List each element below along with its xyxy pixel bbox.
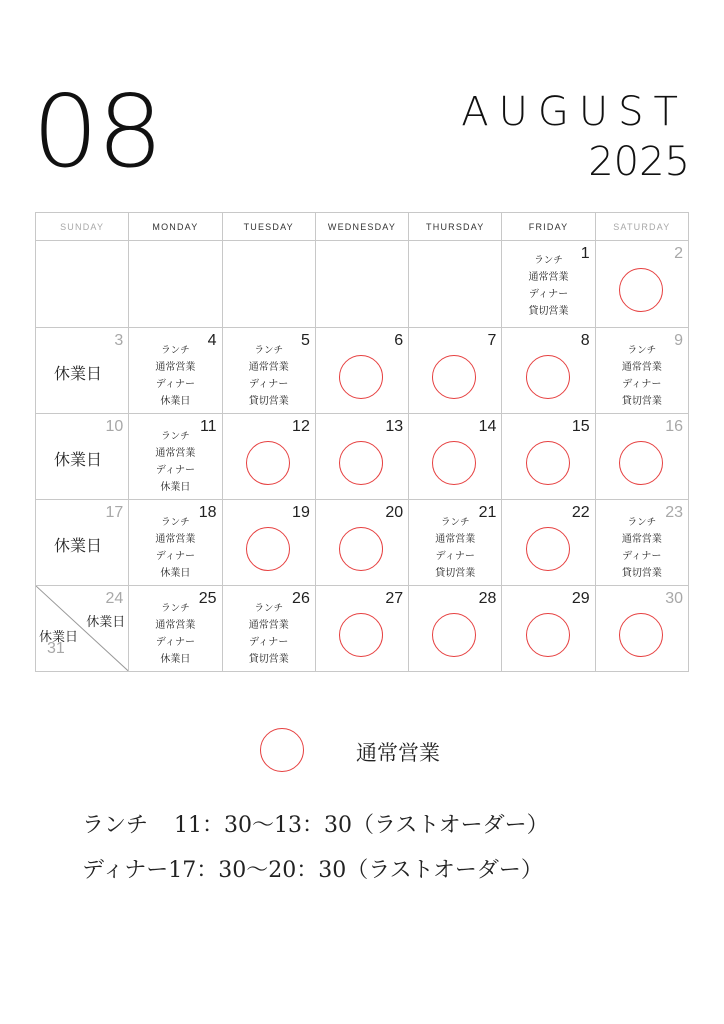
day-cell-21 (409, 500, 502, 586)
day-cell-24 (36, 586, 129, 672)
week-row (36, 328, 689, 414)
note-line: ディナー (528, 289, 569, 300)
note-line: 通常営業 (248, 362, 289, 373)
day-number: 18 (198, 504, 217, 521)
note-line: ディナー (249, 379, 289, 390)
open-circle-icon (339, 527, 383, 571)
note-line: ランチ (254, 345, 283, 356)
note-line: ランチ (161, 345, 190, 356)
day-cell-1 (502, 241, 595, 328)
empty-day-cell (36, 241, 129, 328)
day-number: 31 (47, 640, 65, 657)
day-cell-19 (222, 500, 315, 586)
day-number: 27 (385, 590, 404, 607)
open-circle-icon (526, 613, 570, 657)
empty-day-cell (129, 241, 222, 328)
day-number: 14 (478, 418, 497, 435)
open-circle-icon (339, 441, 383, 485)
weekday-saturday: SATURDAY (595, 213, 688, 241)
day-cell-9 (595, 328, 688, 414)
day-cell-20 (315, 500, 408, 586)
note-line: ディナー (155, 637, 196, 648)
day-number: 25 (198, 590, 217, 607)
weekday-thursday: THURSDAY (409, 213, 502, 241)
day-cell-23 (595, 500, 688, 586)
note-line: 休業日 (160, 568, 191, 579)
note-line: ディナー (435, 551, 475, 562)
day-number: 4 (207, 332, 217, 349)
closed-label: 休業日 (86, 615, 126, 630)
note-line: 貸切営業 (248, 654, 289, 665)
weekday-tuesday: TUESDAY (222, 213, 315, 241)
day-notes (223, 342, 315, 410)
weekday-monday: MONDAY (129, 213, 222, 241)
day-cell-18 (129, 500, 222, 586)
day-cell-16 (595, 414, 688, 500)
year: 2025 (588, 139, 690, 185)
day-number: 15 (571, 418, 590, 435)
note-line: ランチ (161, 603, 190, 614)
day-notes (223, 600, 315, 668)
day-cell-17 (36, 500, 129, 586)
day-number: 11 (199, 418, 217, 435)
day-number: 26 (292, 590, 310, 607)
week-row (36, 414, 689, 500)
day-cell-30 (595, 586, 688, 672)
day-notes (596, 514, 688, 582)
week-row (36, 586, 689, 672)
day-number: 29 (571, 590, 590, 607)
legend-label: 通常営業 (356, 741, 440, 765)
day-cell-2 (595, 241, 688, 328)
note-line: ランチ (627, 517, 657, 528)
empty-day-cell (409, 241, 502, 328)
day-notes (129, 342, 221, 410)
day-notes (409, 514, 501, 582)
day-number: 17 (105, 504, 124, 521)
day-number: 3 (114, 332, 124, 349)
note-line: ランチ (254, 603, 283, 614)
open-circle-icon (619, 268, 663, 312)
day-notes (596, 342, 688, 410)
note-line: ランチ (161, 517, 190, 528)
open-circle-icon (432, 355, 476, 399)
day-notes (129, 428, 221, 496)
day-cell-28 (409, 586, 502, 672)
weekday-header-row (36, 213, 689, 241)
day-number: 9 (674, 332, 683, 349)
day-number: 12 (292, 418, 310, 435)
open-circle-icon (246, 527, 290, 571)
day-number: 30 (665, 590, 683, 607)
dinner-time: 17：30〜20：30（ラストオーダー） (168, 858, 543, 883)
open-circle-icon (246, 441, 290, 485)
weekday-wednesday: WEDNESDAY (315, 213, 408, 241)
open-circle-icon (526, 441, 570, 485)
day-cell-25 (129, 586, 222, 672)
day-number: 23 (665, 504, 683, 521)
note-line: ランチ (441, 517, 470, 528)
day-notes (129, 514, 221, 582)
note-line: 通常営業 (621, 534, 662, 545)
day-number: 19 (292, 504, 310, 521)
month-name: AUGUST (461, 89, 688, 135)
note-line: ディナー (155, 379, 196, 390)
note-line: ランチ (161, 431, 190, 442)
day-number: 2 (674, 245, 683, 262)
note-line: 通常営業 (435, 534, 476, 545)
day-cell-15 (502, 414, 595, 500)
day-number: 6 (394, 332, 404, 349)
note-line: ディナー (155, 551, 196, 562)
day-cell-14 (409, 414, 502, 500)
day-cell-10 (36, 414, 129, 500)
day-cell-12 (222, 414, 315, 500)
note-line: 通常営業 (155, 534, 196, 545)
lunch-hours (82, 808, 549, 839)
lunch-label: ランチ (82, 813, 149, 838)
note-line: 休業日 (160, 396, 191, 407)
day-number: 8 (580, 332, 590, 349)
day-cell-27 (315, 586, 408, 672)
week-row (36, 241, 689, 328)
note-line: 休業日 (160, 482, 191, 493)
day-cell-11 (129, 414, 222, 500)
note-line: 通常営業 (621, 362, 662, 373)
note-line: 通常営業 (155, 362, 196, 373)
day-number: 5 (300, 332, 310, 349)
open-circle-icon (339, 613, 383, 657)
legend-open-circle-icon (260, 728, 304, 772)
day-number: 16 (665, 418, 683, 435)
closed-label: 休業日 (54, 364, 103, 383)
day-cell-3 (36, 328, 129, 414)
day-cell-7 (409, 328, 502, 414)
open-circle-icon (526, 355, 570, 399)
note-line: ディナー (249, 637, 289, 648)
month-number: 08 (32, 73, 162, 190)
day-cell-29 (502, 586, 595, 672)
open-circle-icon (339, 355, 383, 399)
day-cell-4 (129, 328, 222, 414)
day-number: 28 (478, 590, 497, 607)
day-cell-5 (222, 328, 315, 414)
day-cell-6 (315, 328, 408, 414)
note-line: 休業日 (160, 654, 191, 665)
lunch-time: 11：30〜13：30（ラストオーダー） (174, 813, 549, 838)
note-line: 通常営業 (528, 272, 569, 283)
note-line: 通常営業 (155, 448, 196, 459)
note-line: ディナー (155, 465, 196, 476)
note-line: ディナー (622, 551, 662, 562)
day-number: 22 (571, 504, 590, 521)
note-line: 通常営業 (155, 620, 196, 631)
open-circle-icon (526, 527, 570, 571)
closed-label: 休業日 (54, 536, 103, 555)
open-circle-icon (432, 613, 476, 657)
note-line: 貸切営業 (621, 396, 662, 407)
day-number: 7 (487, 332, 497, 349)
note-line: 貸切営業 (248, 396, 289, 407)
note-line: 貸切営業 (621, 568, 662, 579)
calendar-grid (35, 212, 689, 672)
open-circle-icon (619, 441, 663, 485)
day-number: 1 (580, 245, 590, 262)
day-number: 10 (105, 418, 124, 435)
day-cell-8 (502, 328, 595, 414)
day-cell-13 (315, 414, 408, 500)
note-line: 貸切営業 (528, 306, 569, 317)
weekday-sunday: SUNDAY (36, 213, 129, 241)
day-cell-26 (222, 586, 315, 672)
empty-day-cell (222, 241, 315, 328)
note-line: ランチ (627, 345, 657, 356)
week-row (36, 500, 689, 586)
day-cell-22 (502, 500, 595, 586)
day-number: 20 (385, 504, 404, 521)
day-number: 21 (478, 504, 497, 521)
day-notes (502, 252, 594, 320)
closed-label: 休業日 (39, 630, 79, 645)
day-notes (129, 600, 221, 668)
dinner-label: ディナー (82, 858, 169, 883)
note-line: ランチ (534, 255, 563, 266)
note-line: ディナー (622, 379, 662, 390)
empty-day-cell (315, 241, 408, 328)
weekday-friday: FRIDAY (502, 213, 595, 241)
open-circle-icon (619, 613, 663, 657)
open-circle-icon (432, 441, 476, 485)
closed-label: 休業日 (54, 450, 103, 469)
note-line: 貸切営業 (435, 568, 476, 579)
day-number: 13 (385, 418, 404, 435)
note-line: 通常営業 (248, 620, 289, 631)
dinner-hours (82, 853, 543, 884)
day-number: 24 (105, 590, 124, 607)
